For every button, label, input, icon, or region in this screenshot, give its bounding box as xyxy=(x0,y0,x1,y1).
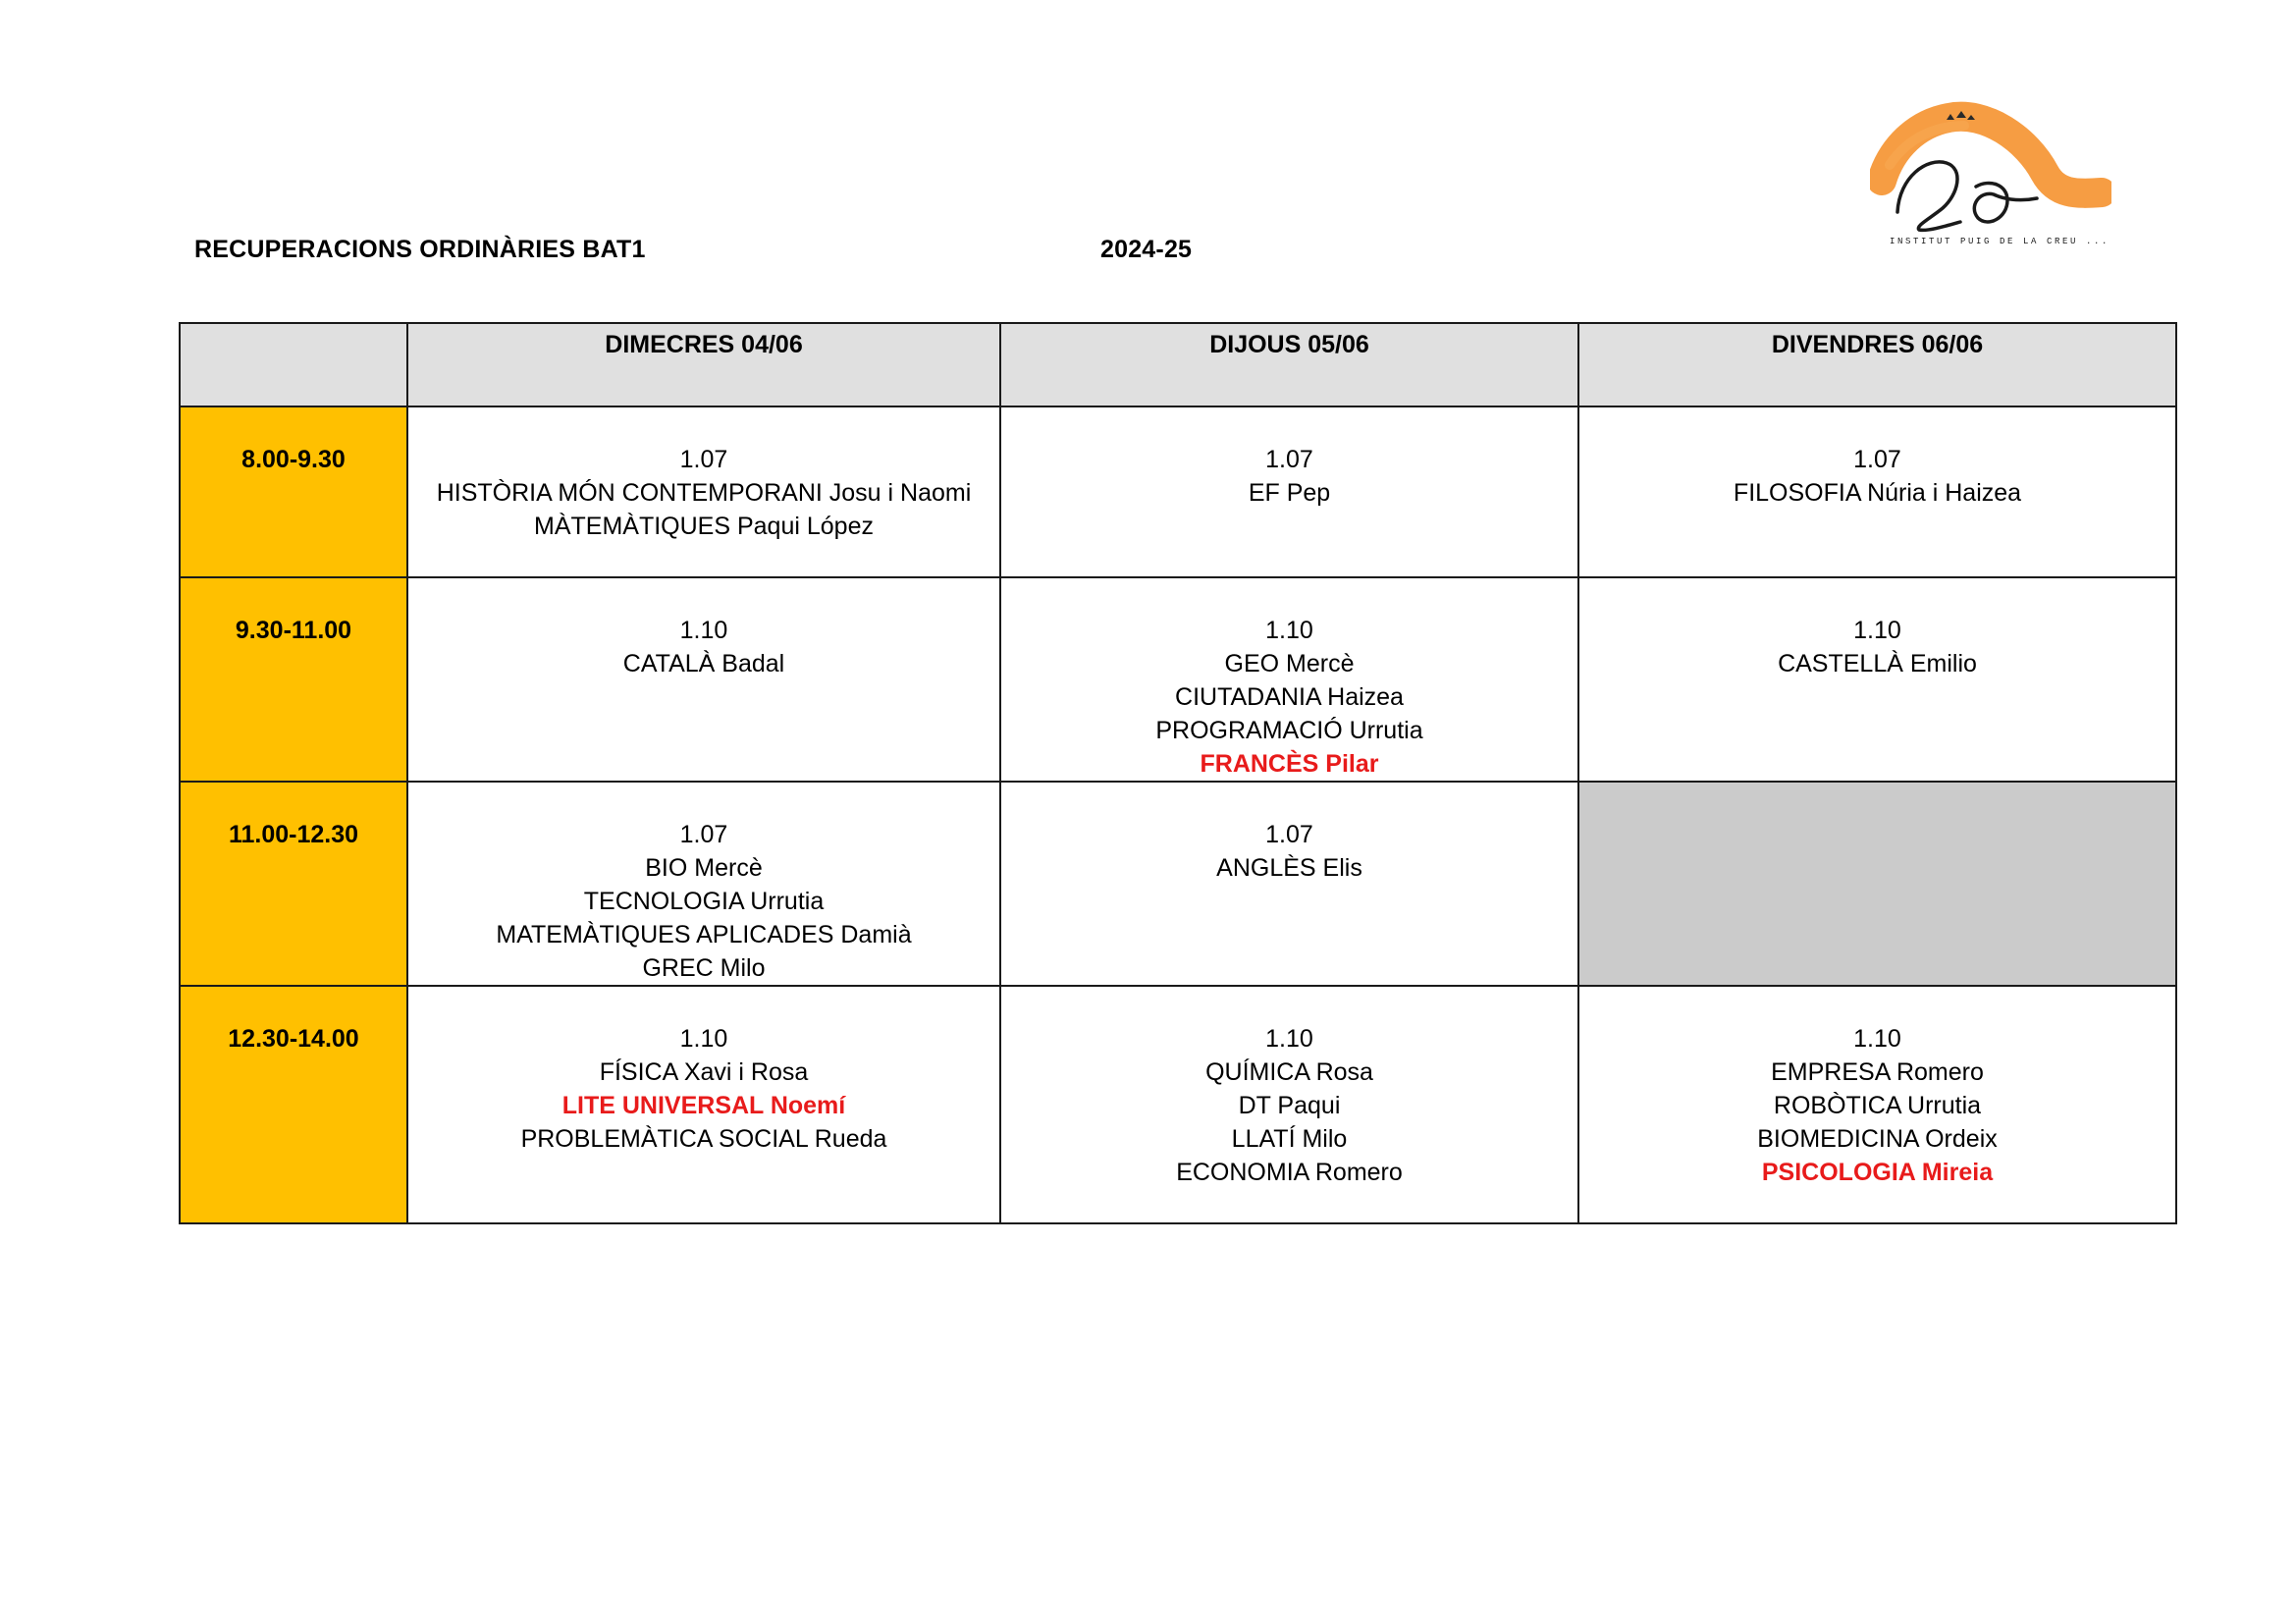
room-number: 1.10 xyxy=(1265,617,1313,644)
exam-entry: MATEMÀTIQUES APLICADES Damià xyxy=(496,921,912,948)
exam-entry: LLATÍ Milo xyxy=(1231,1125,1348,1153)
exam-entry: GEO Mercè xyxy=(1224,650,1355,677)
exam-entry: BIOMEDICINA Ordeix xyxy=(1757,1125,1998,1153)
room-number: 1.10 xyxy=(679,1025,728,1053)
empty-cell xyxy=(1578,782,2176,986)
exam-cell xyxy=(407,782,1000,986)
exam-entry-highlighted: FRANCÈS Pilar xyxy=(1200,750,1379,778)
exam-cell xyxy=(1000,782,1578,986)
exam-cell xyxy=(407,406,1000,577)
time-slot-label: 12.30-14.00 xyxy=(228,1025,359,1053)
exam-entry: TECNOLOGIA Urrutia xyxy=(583,888,825,915)
exam-entry: ROBÒTICA Urrutia xyxy=(1773,1092,1982,1119)
exam-cell xyxy=(1578,577,2176,782)
time-slot-row xyxy=(180,986,2176,1223)
exam-entry: DT Paqui xyxy=(1238,1092,1341,1119)
exam-cell xyxy=(1578,986,2176,1223)
room-number: 1.07 xyxy=(679,821,728,848)
exam-entry: CIUTADANIA Haizea xyxy=(1175,683,1404,711)
exam-cell xyxy=(1000,986,1578,1223)
time-slot-row xyxy=(180,782,2176,986)
exam-entry: PROGRAMACIÓ Urrutia xyxy=(1155,717,1423,744)
exam-entry: CASTELLÀ Emilio xyxy=(1778,650,1977,677)
time-slot-row xyxy=(180,577,2176,782)
exam-entry-highlighted: LITE UNIVERSAL Noemí xyxy=(561,1092,846,1119)
room-number: 1.07 xyxy=(679,446,728,473)
time-slot-cell xyxy=(180,782,407,986)
room-number: 1.07 xyxy=(1265,821,1313,848)
schedule-table xyxy=(179,322,2177,1224)
exam-entry: GREC Milo xyxy=(642,954,766,982)
school-logo xyxy=(1870,96,2111,253)
day-header: DIVENDRES 06/06 xyxy=(1578,323,2176,406)
exam-entry: FÍSICA Xavi i Rosa xyxy=(599,1058,809,1086)
logo-text: INSTITUT PUIG DE LA CREU ... xyxy=(1890,237,2110,246)
day-header: DIMECRES 04/06 xyxy=(407,323,1000,406)
exam-cell xyxy=(1000,577,1578,782)
exam-entry: CATALÀ Badal xyxy=(622,650,785,677)
exam-entry: BIO Mercè xyxy=(645,854,763,882)
exam-entry: EMPRESA Romero xyxy=(1771,1058,1984,1086)
time-slot-cell xyxy=(180,577,407,782)
time-slot-row xyxy=(180,406,2176,577)
time-slot-cell xyxy=(180,406,407,577)
exam-entry: ANGLÈS Elis xyxy=(1216,854,1362,882)
room-number: 1.10 xyxy=(1853,617,1901,644)
exam-entry: MÀTEMÀTIQUES Paqui López xyxy=(534,513,874,540)
exam-entry: PROBLEMÀTICA SOCIAL Rueda xyxy=(520,1125,887,1153)
exam-entry: HISTÒRIA MÓN CONTEMPORANI Josu i Naomi xyxy=(436,479,972,507)
exam-cell xyxy=(407,986,1000,1223)
day-header: DIJOUS 05/06 xyxy=(1000,323,1578,406)
header-corner-cell xyxy=(180,323,407,406)
exam-entry: QUÍMICA Rosa xyxy=(1205,1058,1373,1086)
exam-entry: ECONOMIA Romero xyxy=(1176,1159,1403,1186)
school-year: 2024-25 xyxy=(1100,236,1193,263)
time-slot-label: 11.00-12.30 xyxy=(228,821,359,848)
room-number: 1.07 xyxy=(1265,446,1313,473)
time-slot-cell xyxy=(180,986,407,1223)
exam-cell xyxy=(1578,406,2176,577)
room-number: 1.10 xyxy=(1265,1025,1313,1053)
room-number: 1.10 xyxy=(1853,1025,1901,1053)
room-number: 1.10 xyxy=(679,617,728,644)
exam-entry: FILOSOFIA Núria i Haizea xyxy=(1733,479,2022,507)
time-slot-label: 9.30-11.00 xyxy=(235,617,352,644)
time-slot-label: 8.00-9.30 xyxy=(241,446,346,473)
header-row xyxy=(180,323,2176,406)
room-number: 1.07 xyxy=(1853,446,1901,473)
exam-entry-highlighted: PSICOLOGIA Mireia xyxy=(1761,1159,1994,1186)
exam-entry: EF Pep xyxy=(1248,479,1331,507)
document-title: RECUPERACIONS ORDINÀRIES BAT1 xyxy=(194,236,646,263)
exam-cell xyxy=(1000,406,1578,577)
exam-cell xyxy=(407,577,1000,782)
